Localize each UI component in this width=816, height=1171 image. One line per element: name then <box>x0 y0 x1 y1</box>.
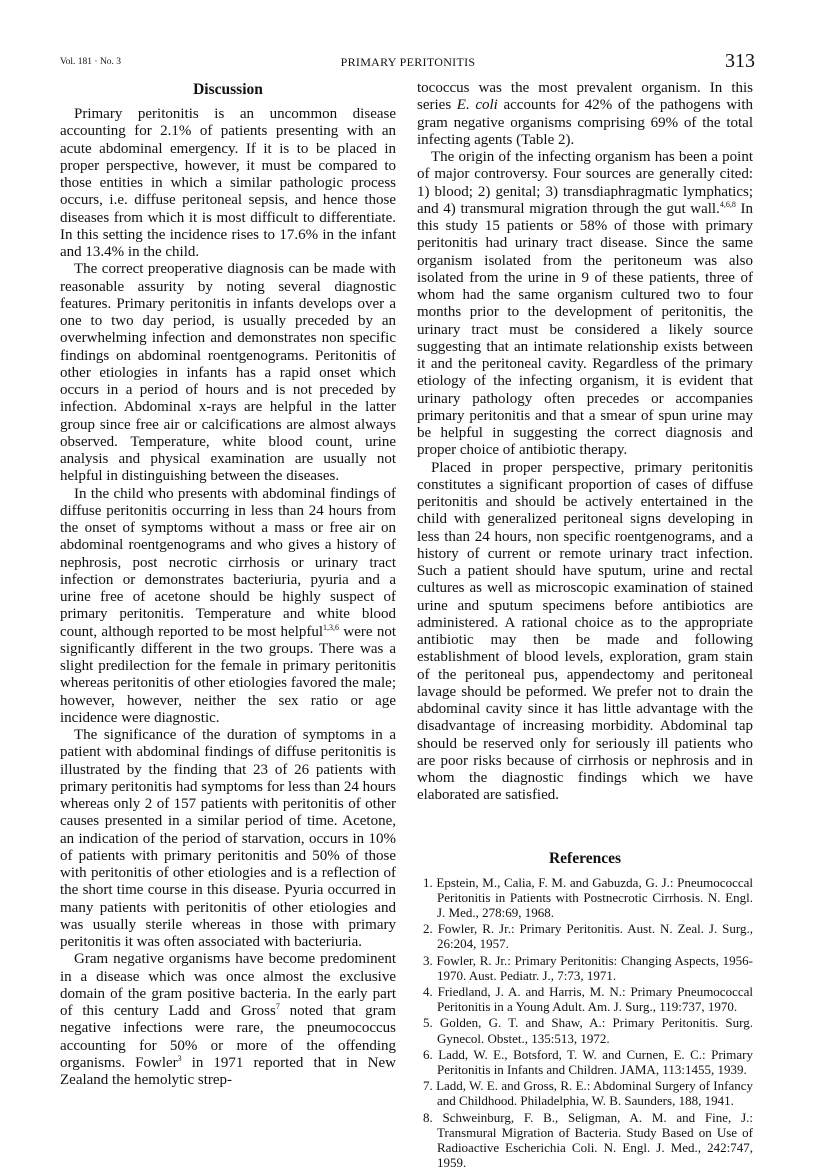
paragraph: The correct preoperative diagnosis can be made with reasonable assurity by noting several diagnostic features. Primary peritonitis in infants develops over a one to two day period, is usually preceded by an overwhelming infection and demonstrates non specific findings on abdominal roentgenograms. Peritonitis of other etiologies in infants has a rapid onset which occurs in a period of hours and is not preceded by infection. Abdominal x-rays are helpful in the latter group since free air or calcifications are almost always observed. Temperature, white blood count, urine analysis and physical examination are usually not helpful in distinguishing between the diseases. <box>60 261 396 485</box>
reference-list <box>417 875 753 1171</box>
right-column <box>417 80 753 1171</box>
paragraph <box>417 149 753 460</box>
section-heading-discussion: Discussion <box>193 81 263 98</box>
reference-item: 3. Fowler, R. Jr.: Primary Peritonitis: Changing Aspects, 1956-1970. Aust. Pediatr. J., 7:73, 1971. <box>423 952 753 983</box>
citation: 1,3,6 <box>323 622 340 632</box>
reference-item: 6. Ladd, W. E., Botsford, T. W. and Curnen, E. C.: Primary Peritonitis in Infants and Children. JAMA, 113:1455, 1939. <box>423 1046 753 1077</box>
paragraph <box>60 486 396 728</box>
text: In the child who presents with abdominal findings of diffuse peritonitis occurring in less than 24 hours from the onset of symptoms without a mass or free air on abdominal roentgenograms and who gives a history of nephrosis, post necrotic cirrhosis or urinary tract infection or demonstrates bacteriuria, pyuria and a urine free of acetone should be highly suspect of primary peritonitis. Temperature and white blood count, although reported to be most helpful <box>60 485 396 640</box>
paragraph: Placed in proper perspective, primary peritonitis constitutes a significant proportion of cases of diffuse peritonitis and should be actively entertained in the child with generalized peritoneal signs developing in less than 24 hours, non specific roentgenograms, and a history of current or remote urinary tract infection. Such a patient should have sputum, urine and rectal cultures as well as microscopic examination of stained urine and sputum specimens before antibiotics are administered. A rational choice as to the appropriate antibiotic may then be made and following establishment of blood levels, exploration, gram stain of the peritoneal pus, appendectomy and peritoneal lavage should be peformed. We prefer not to drain the abdominal cavity since it has little advantage with the disadvantage of increasing morbidity. Abdominal tap should be reserved only for seriously ill patients who are poor risks because of cirrhosis or nephrosis and in whom the diagnostic findings which we have elaborated are satisfied. <box>417 459 753 804</box>
text: in 1971 reported that in New Zealand the hemolytic strep- <box>60 1054 396 1088</box>
citation: 3 <box>177 1053 182 1063</box>
text: tococcus was the most prevalent organism. In this series <box>417 80 753 114</box>
text: In this study 15 patients or 58% of those with primary peritonitis had urinary tract disease. Since the same organism isolated from the peritoneum was also isolated from the urine in 9 of these patients, three of whom had the same organism cultured two to four months prior to the development of peritonitis, the urinary tract must be considered a likely source suggesting that an intimate relationship exists between it and the peritoneal cavity. Regardless of the primary etiology of the infecting organism, it is evident that urinary pathology often precedes or accompanies primary peritonitis and that a smear of spun urine may be helpful in suggesting the correct diagnosis and proper choice of antibiotic therapy. <box>417 200 753 459</box>
text: were not significantly different in the two groups. There was a slight predilection for the female in primary peritonitis whereas peritonitis of other etiologies favored the male; however, however, neither the sex ratio or age incidence were diagnostic. <box>60 623 397 726</box>
text: Gram negative organisms have become predominent in a disease which was once almost the exclusive domain of the gram positive bacteria. In the early part of this century Ladd and Gross <box>60 951 396 1019</box>
left-column <box>60 80 396 1089</box>
page-number: 313 <box>725 50 755 72</box>
reference-item: 2. Fowler, R. Jr.: Primary Peritonitis. Aust. N. Zeal. J. Surg., 26:204, 1957. <box>423 921 753 952</box>
paragraph <box>60 951 396 1089</box>
paragraph: Primary peritonitis is an uncommon disease accounting for 2.1% of patients presenting with an acute abdominal emergency. If it is to be placed in proper perspective, however, it must be compared to those entities in which a similar pathologic process occurs, i.e. diffuse peritoneal sepsis, and hence those diseases from which it is most difficult to differentiate. In this setting the incidence rises to 17.6% in the infant and 13.4% in the child. <box>60 106 396 260</box>
reference-item: 1. Epstein, M., Calia, F. M. and Gabuzda, G. J.: Pneumococcal Peritonitis in Patients with Postnecrotic Cirrhosis. N. Engl. J. Med., 278:69, 1968. <box>423 874 753 920</box>
text: accounts for 42% of the pathogens with gram negative organisms comprising 69% of the total infecting agents (Table 2). <box>417 97 754 148</box>
journal-volume: Vol. 181 · No. 3 <box>60 57 122 67</box>
reference-item: 5. Golden, G. T. and Shaw, A.: Primary Peritonitis. Surg. Gynecol. Obstet., 135:513, 1972. <box>423 1015 753 1046</box>
paragraph <box>417 80 753 149</box>
text: noted that gram negative infections were rare, the pneumococcus accounting for 50% or more of the offending organisms. Fowler <box>60 1003 396 1071</box>
text: The origin of the infecting organism has been a point of major controversy. Four sources are generally cited: 1) blood; 2) genital; 3) transdiaphragmatic lymphatics; and 4) transmural migration through the gut wall. <box>417 149 753 217</box>
paragraph: The significance of the duration of symptoms in a patient with abdominal findings of diffuse peritonitis is illustrated by the finding that 23 of 26 patients with primary peritonitis had symptoms for less than 24 hours whereas only 2 of 157 patients with peritonitis of other causes presented in a similar period of time. Acetone, an indication of the period of starvation, occurs in 10% of patients with primary peritonitis and 50% of those with peritonitis of other etiologies and is a reflection of the short time course in this disease. Pyuria occurred in many patients with peritonitis of other etiologies and was usually sterile whereas in those with primary peritonitis it was often associated with bacteriuria. <box>60 727 396 950</box>
reference-item: 8. Schweinburg, F. B., Seligman, A. M. and Fine, J.: Transmural Migration of Bacteria. Study Based on Use of Radioactive Escherichia Coli. N. Engl. J. Med., 242:747, 1959. <box>423 1109 753 1171</box>
section-heading-references: References <box>548 849 621 867</box>
citation: 4,6,8 <box>719 199 736 209</box>
running-title: PRIMARY PERITONITIS <box>340 55 476 69</box>
reference-item: 7. Ladd, W. E. and Gross, R. E.: Abdominal Surgery of Infancy and Childhood. Philadelphia, W. B. Saunders, 188, 1941. <box>423 1078 753 1109</box>
reference-item: 4. Friedland, J. A. and Harris, M. N.: Primary Pneumococcal Peritonitis in a Young Adult. Am. J. Surg., 119:737, 1970. <box>423 983 753 1015</box>
citation: 7 <box>275 1002 280 1011</box>
organism-name: E. coli <box>456 97 498 114</box>
